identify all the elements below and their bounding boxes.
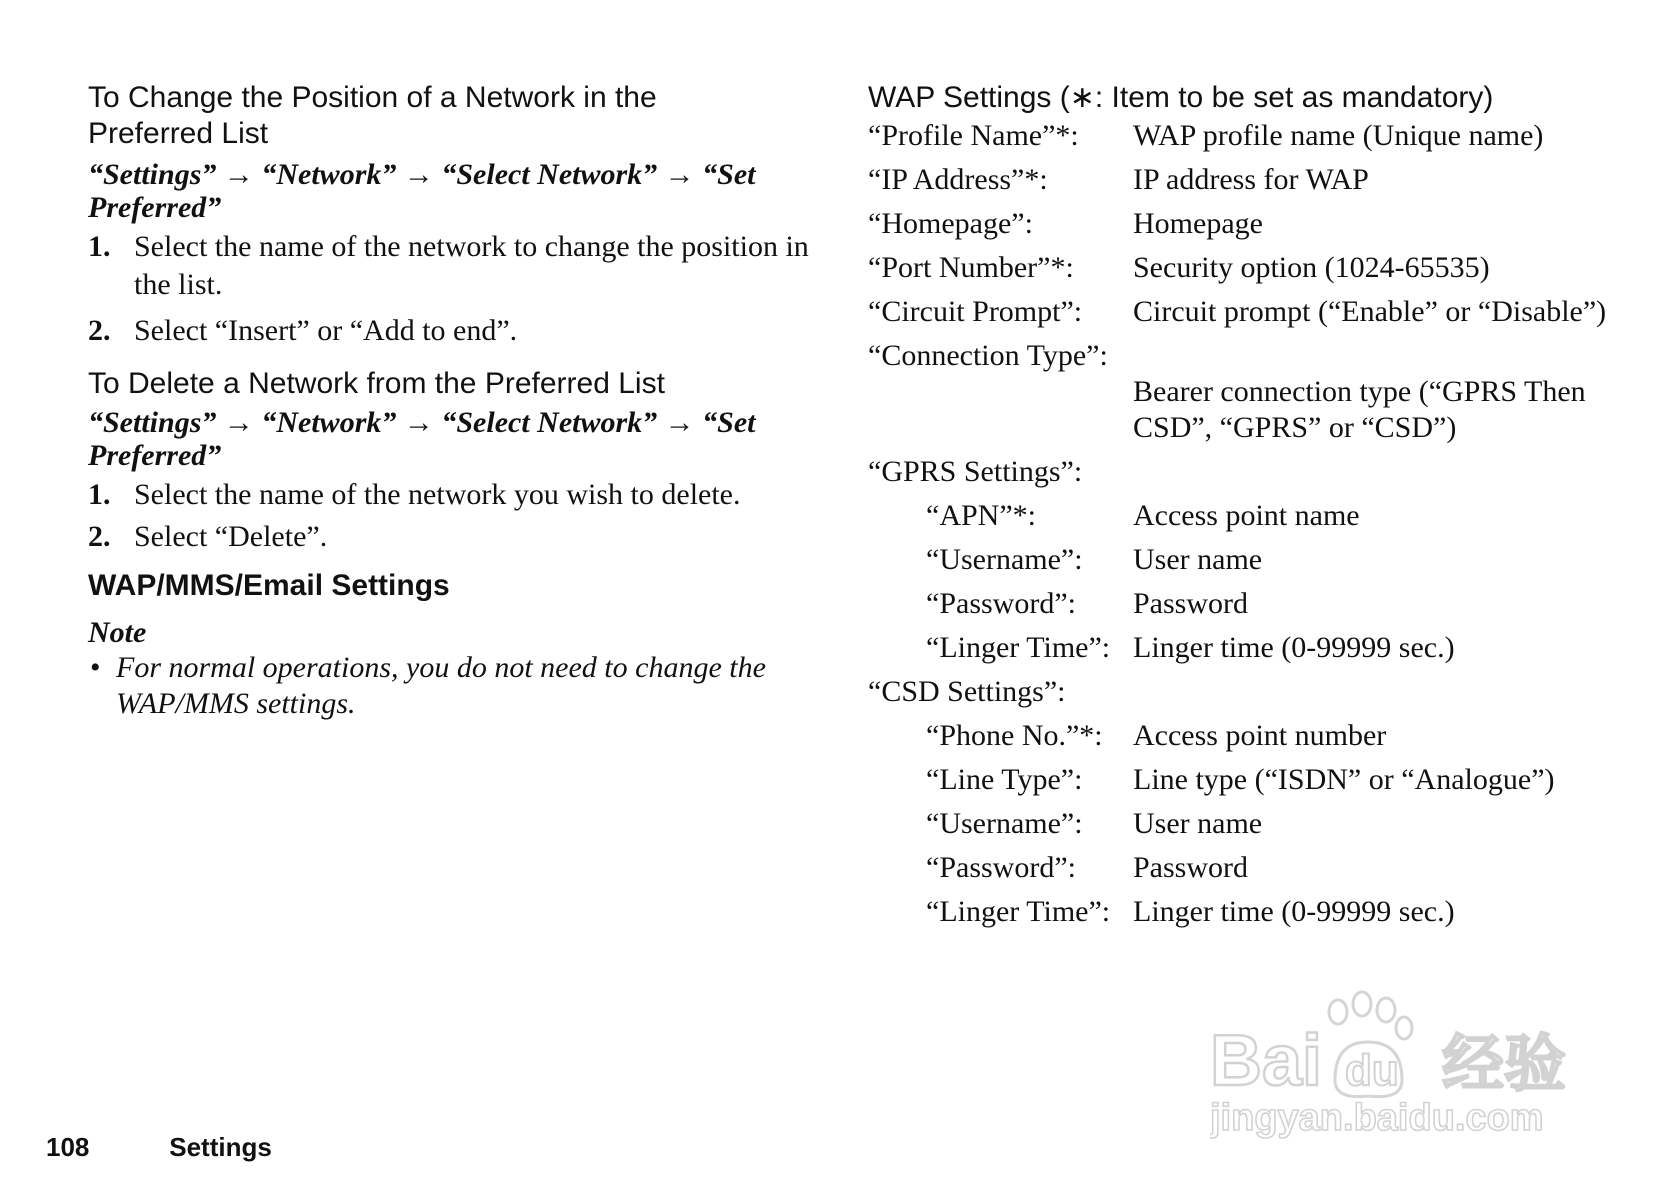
step-text: Select the name of the network you wish to delete. [134,478,741,511]
settings-key: “Phone No.”*: [926,719,1103,752]
wap-settings-table [868,118,1658,930]
svg-text:Bai: Bai [1210,1021,1323,1101]
settings-row [868,630,1658,666]
settings-value: Linger time (0-99999 sec.) [1133,895,1455,928]
settings-value: Password [1133,851,1249,884]
settings-key: “Line Type”: [926,763,1083,796]
menu-path: “Settings” → “Network” → “Select Network” → “Set Preferred” [88,158,756,224]
bullet-icon: • [90,651,101,684]
step-item [88,476,818,514]
settings-row [868,762,1658,798]
settings-value: Access point name [1133,499,1360,532]
settings-key: “Connection Type”: [868,339,1108,372]
settings-key: “Circuit Prompt”: [868,295,1083,328]
section-heading-wap-mms-email: WAP/MMS/Email Settings [88,569,450,602]
step-number: 1. [88,478,111,511]
menu-path: “Settings” → “Network” → “Select Network” → “Set Preferred” [88,406,756,472]
step-text: Select “Insert” or “Add to end”. [134,314,518,347]
svg-text:du: du [1345,1046,1399,1095]
settings-row [868,542,1658,578]
settings-key: “Homepage”: [868,207,1033,240]
settings-value: Bearer connection type (“GPRS Then CSD”, “GPRS” or “CSD”) [1133,375,1586,444]
settings-key: “Password”: [926,851,1076,884]
step-number: 2. [88,520,111,553]
settings-row [868,850,1658,886]
section-heading-change-position [88,80,818,152]
svg-text:jingyan.baidu.com: jingyan.baidu.com [1210,1097,1544,1139]
settings-row [868,718,1658,754]
step-text: Select the name of the network to change the position in the list. [134,230,809,301]
step-number: 2. [88,314,111,347]
right-column [868,80,1658,938]
settings-key: “Port Number”*: [868,251,1074,284]
settings-value: Linger time (0-99999 sec.) [1133,631,1455,664]
step-text: Select “Delete”. [134,520,328,553]
settings-value: WAP profile name (Unique name) [1133,119,1544,152]
section-heading-wap-settings: WAP Settings (∗: Item to be set as mandatory) [868,81,1494,114]
settings-key: “Password”: [926,587,1076,620]
settings-key: “Username”: [926,543,1083,576]
heading-line-2: Preferred List [88,117,269,150]
svg-text:经验: 经验 [1442,1027,1567,1100]
settings-row [868,806,1658,842]
settings-row [868,118,1658,154]
settings-row [868,374,1658,446]
footer-section: Settings [169,1132,272,1162]
settings-value: Security option (1024-65535) [1133,251,1490,284]
settings-key: “Username”: [926,807,1083,840]
settings-row [868,498,1658,534]
settings-key: “Linger Time”: [926,895,1111,928]
settings-key [868,374,1133,446]
section-heading-delete-network: To Delete a Network from the Preferred List [88,367,665,400]
baidu-jingyan-watermark [1210,990,1610,1140]
settings-value: Circuit prompt (“Enable” or “Disable”) [1133,295,1607,328]
settings-value: Homepage [1133,207,1263,240]
settings-key: “Linger Time”: [926,631,1111,664]
steps-list [88,476,818,556]
settings-row [868,894,1658,930]
step-item [88,228,818,304]
settings-row [868,294,1658,330]
page-footer [46,1132,272,1162]
settings-row [868,338,1658,374]
settings-key: “Profile Name”*: [868,119,1079,152]
settings-row [868,674,1658,710]
step-item [88,518,818,556]
settings-value: Line type (“ISDN” or “Analogue”) [1133,763,1555,796]
settings-key: “GPRS Settings”: [868,455,1083,488]
step-number: 1. [88,230,111,263]
settings-value: User name [1133,543,1263,576]
note-title: Note [88,616,147,649]
settings-row [868,250,1658,286]
settings-key: “CSD Settings”: [868,675,1066,708]
settings-row [868,162,1658,198]
settings-row [868,586,1658,622]
settings-value: Password [1133,587,1249,620]
settings-value: Access point number [1133,719,1387,752]
settings-key: “IP Address”*: [868,163,1048,196]
note-item [88,650,818,722]
left-column [88,80,818,722]
settings-key: “APN”*: [926,499,1036,532]
settings-row [868,454,1658,490]
settings-value: IP address for WAP [1133,163,1369,196]
settings-value: User name [1133,807,1263,840]
settings-row [868,206,1658,242]
steps-list [88,228,818,350]
step-item [88,312,818,350]
note-text: For normal operations, you do not need to change the WAP/MMS settings. [116,651,766,720]
heading-line-1: To Change the Position of a Network in the [88,81,657,114]
page-number: 108 [46,1132,90,1162]
